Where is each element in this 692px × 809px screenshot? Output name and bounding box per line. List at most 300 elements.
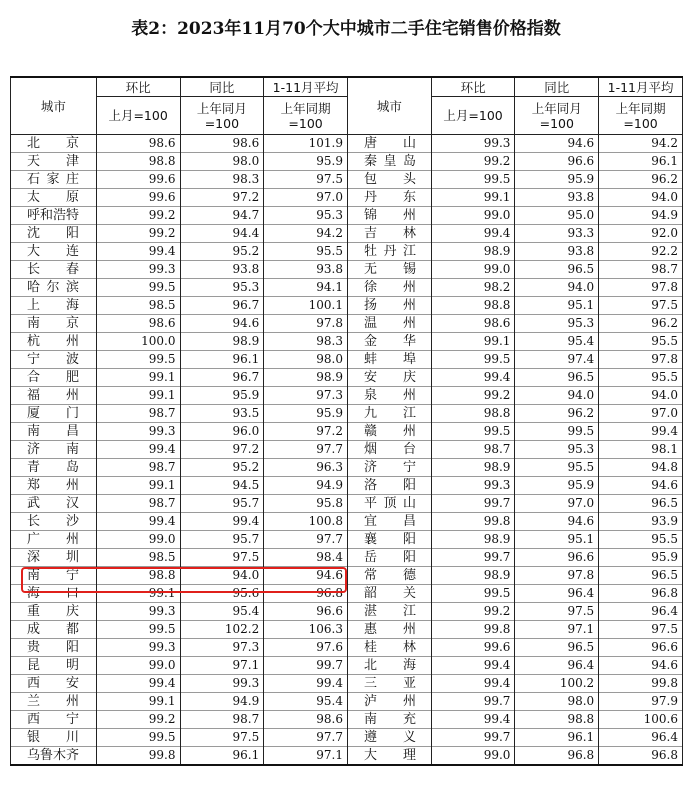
city-label: 大 理 [363, 748, 416, 763]
city-name-right [347, 405, 431, 423]
city-name-left [11, 189, 97, 207]
yoy-value-right: 94.0 [515, 279, 599, 297]
city-label: 宁 波 [27, 352, 79, 367]
mom-value-left: 99.1 [96, 477, 180, 495]
city-label: 昆 明 [27, 658, 79, 673]
city-label: 韶 关 [363, 586, 416, 601]
city-name-left [11, 405, 97, 423]
city-label: 襄 阳 [363, 532, 416, 547]
yoy-value-right: 95.0 [515, 207, 599, 225]
mom-value-right: 99.3 [431, 477, 515, 495]
mom-value-left: 99.5 [96, 351, 180, 369]
table-row [11, 585, 683, 603]
city-label: 西 宁 [27, 712, 79, 727]
mom-value-left: 99.5 [96, 279, 180, 297]
yoy-value-left: 99.4 [180, 513, 264, 531]
mom-value-right: 99.4 [431, 369, 515, 387]
avg-value-right: 97.5 [599, 621, 683, 639]
yoy-value-left: 97.5 [180, 729, 264, 747]
city-label: 泸 州 [363, 694, 416, 709]
mom-value-left: 99.3 [96, 423, 180, 441]
city-name-right [347, 279, 431, 297]
mom-value-left: 99.4 [96, 675, 180, 693]
city-name-left [11, 495, 97, 513]
mom-value-left: 99.5 [96, 729, 180, 747]
avg-value-right: 94.2 [599, 135, 683, 153]
mom-value-right: 99.0 [431, 261, 515, 279]
yoy-value-right: 96.6 [515, 153, 599, 171]
city-name-left [11, 279, 97, 297]
city-name-left [11, 387, 97, 405]
city-name-right [347, 693, 431, 711]
city-name-left [11, 513, 97, 531]
yoy-value-left: 95.7 [180, 531, 264, 549]
mom-value-left: 99.2 [96, 225, 180, 243]
mom-value-right: 99.4 [431, 711, 515, 729]
mom-value-right: 98.6 [431, 315, 515, 333]
mom-value-right: 99.7 [431, 495, 515, 513]
header-mom-base-right: 上月=100 [431, 97, 515, 135]
city-name-left [11, 549, 97, 567]
price-index-table-wrapper [10, 76, 683, 766]
city-label: 沈 阳 [27, 226, 79, 241]
avg-value-left: 95.3 [264, 207, 348, 225]
city-label: 贵 阳 [27, 640, 79, 655]
avg-value-right: 97.5 [599, 297, 683, 315]
city-label: 南 宁 [27, 568, 79, 583]
city-label: 温 州 [363, 316, 416, 331]
avg-value-left: 95.5 [264, 243, 348, 261]
city-label: 呼 和 浩 特 [27, 208, 80, 223]
mom-value-left: 98.7 [96, 459, 180, 477]
yoy-value-left: 94.4 [180, 225, 264, 243]
yoy-value-right: 97.0 [515, 495, 599, 513]
table-row [11, 441, 683, 459]
table-row [11, 693, 683, 711]
city-name-left [11, 531, 97, 549]
city-name-left [11, 243, 97, 261]
yoy-value-right: 96.4 [515, 585, 599, 603]
yoy-value-left: 97.1 [180, 657, 264, 675]
mom-value-right: 98.9 [431, 459, 515, 477]
mom-value-left: 99.1 [96, 387, 180, 405]
table-row [11, 747, 683, 766]
city-label: 牡 丹 江 [363, 244, 416, 259]
city-name-right [347, 603, 431, 621]
mom-value-right: 98.9 [431, 243, 515, 261]
city-name-left [11, 639, 97, 657]
mom-value-left: 98.7 [96, 405, 180, 423]
mom-value-left: 99.4 [96, 243, 180, 261]
city-label: 大 连 [27, 244, 79, 259]
yoy-value-left: 94.7 [180, 207, 264, 225]
city-label: 秦 皇 岛 [363, 154, 416, 169]
city-label: 桂 林 [363, 640, 416, 655]
city-label: 福 州 [27, 388, 79, 403]
table-row [11, 477, 683, 495]
mom-value-right: 99.0 [431, 207, 515, 225]
yoy-value-left: 95.7 [180, 495, 264, 513]
city-label: 南 昌 [27, 424, 79, 439]
yoy-value-right: 94.6 [515, 135, 599, 153]
table-row [11, 135, 683, 153]
yoy-value-left: 98.3 [180, 171, 264, 189]
city-name-right [347, 657, 431, 675]
city-name-right [347, 387, 431, 405]
mom-value-right: 99.2 [431, 603, 515, 621]
yoy-value-right: 96.1 [515, 729, 599, 747]
avg-value-left: 95.8 [264, 495, 348, 513]
header-city-left: 城市 [11, 77, 97, 135]
city-label: 南 京 [27, 316, 79, 331]
table-row [11, 387, 683, 405]
city-name-left [11, 369, 97, 387]
avg-value-right: 95.5 [599, 369, 683, 387]
yoy-value-left: 98.7 [180, 711, 264, 729]
city-name-right [347, 513, 431, 531]
header-avg-base-right: 上年同期=100 [599, 97, 683, 135]
avg-value-left: 106.3 [264, 621, 348, 639]
mom-value-left: 99.3 [96, 603, 180, 621]
mom-value-right: 99.7 [431, 729, 515, 747]
city-label: 宜 昌 [363, 514, 416, 529]
avg-value-left: 96.6 [264, 603, 348, 621]
city-label: 锦 州 [363, 208, 416, 223]
city-name-right [347, 711, 431, 729]
city-label: 成 都 [27, 622, 79, 637]
city-label: 泉 州 [363, 388, 416, 403]
city-name-right [347, 171, 431, 189]
header-avg-base-left: 上年同期=100 [264, 97, 348, 135]
avg-value-right: 95.5 [599, 531, 683, 549]
header-yoy-base-right: 上年同月=100 [515, 97, 599, 135]
mom-value-right: 98.9 [431, 531, 515, 549]
city-name-left [11, 153, 97, 171]
yoy-value-right: 98.8 [515, 711, 599, 729]
city-name-right [347, 423, 431, 441]
avg-value-right: 94.9 [599, 207, 683, 225]
header-mom-right: 环比 [431, 77, 515, 97]
city-label: 武 汉 [27, 496, 79, 511]
mom-value-left: 99.6 [96, 189, 180, 207]
yoy-value-right: 97.8 [515, 567, 599, 585]
avg-value-left: 94.6 [264, 567, 348, 585]
city-label: 重 庆 [27, 604, 79, 619]
avg-value-right: 100.6 [599, 711, 683, 729]
mom-value-right: 99.1 [431, 189, 515, 207]
mom-value-right: 98.8 [431, 297, 515, 315]
table-row [11, 729, 683, 747]
city-label: 洛 阳 [363, 478, 416, 493]
yoy-value-left: 97.2 [180, 441, 264, 459]
table-row [11, 657, 683, 675]
header-avg-right: 1-11月平均 [599, 77, 683, 97]
city-label: 石 家 庄 [27, 172, 79, 187]
yoy-value-right: 96.5 [515, 369, 599, 387]
avg-value-right: 96.1 [599, 153, 683, 171]
yoy-value-right: 95.5 [515, 459, 599, 477]
city-name-right [347, 621, 431, 639]
yoy-value-left: 96.1 [180, 351, 264, 369]
avg-value-right: 95.9 [599, 549, 683, 567]
mom-value-right: 99.4 [431, 675, 515, 693]
table-row [11, 261, 683, 279]
table-row [11, 603, 683, 621]
mom-value-left: 98.7 [96, 495, 180, 513]
city-label: 乌 鲁 木 齐 [27, 748, 80, 763]
mom-value-left: 98.6 [96, 135, 180, 153]
header-yoy-right: 同比 [515, 77, 599, 97]
avg-value-right: 94.0 [599, 189, 683, 207]
yoy-value-right: 95.3 [515, 315, 599, 333]
table-row [11, 405, 683, 423]
yoy-value-left: 98.6 [180, 135, 264, 153]
avg-value-left: 98.3 [264, 333, 348, 351]
mom-value-left: 99.4 [96, 441, 180, 459]
city-label: 广 州 [27, 532, 79, 547]
yoy-value-right: 98.0 [515, 693, 599, 711]
table-row [11, 639, 683, 657]
avg-value-right: 99.4 [599, 423, 683, 441]
yoy-value-right: 100.2 [515, 675, 599, 693]
city-label: 三 亚 [363, 676, 416, 691]
table-row [11, 567, 683, 585]
table-row [11, 495, 683, 513]
price-index-table [10, 76, 683, 766]
city-label: 合 肥 [27, 370, 79, 385]
city-label: 遵 义 [363, 730, 416, 745]
city-label: 惠 州 [363, 622, 416, 637]
table-row [11, 243, 683, 261]
avg-value-left: 97.2 [264, 423, 348, 441]
yoy-value-right: 96.8 [515, 747, 599, 766]
city-name-left [11, 171, 97, 189]
avg-value-right: 96.4 [599, 729, 683, 747]
table-row [11, 513, 683, 531]
mom-value-left: 99.8 [96, 747, 180, 766]
city-label: 青 岛 [27, 460, 79, 475]
city-label: 上 海 [27, 298, 79, 313]
yoy-value-left: 97.5 [180, 549, 264, 567]
city-name-left [11, 315, 97, 333]
avg-value-left: 96.8 [264, 585, 348, 603]
city-label: 吉 林 [363, 226, 416, 241]
mom-value-right: 99.5 [431, 351, 515, 369]
city-label: 长 沙 [27, 514, 79, 529]
header-city-right: 城市 [347, 77, 431, 135]
city-label: 金 华 [363, 334, 416, 349]
city-name-left [11, 459, 97, 477]
table-row [11, 531, 683, 549]
city-name-left [11, 729, 97, 747]
city-label: 长 春 [27, 262, 79, 277]
yoy-value-left: 94.5 [180, 477, 264, 495]
mom-value-left: 98.5 [96, 297, 180, 315]
avg-value-right: 96.2 [599, 171, 683, 189]
avg-value-right: 96.8 [599, 747, 683, 766]
avg-value-right: 97.8 [599, 279, 683, 297]
yoy-value-right: 94.6 [515, 513, 599, 531]
city-label: 赣 州 [363, 424, 416, 439]
yoy-value-right: 93.3 [515, 225, 599, 243]
yoy-value-left: 95.6 [180, 585, 264, 603]
city-label: 杭 州 [27, 334, 79, 349]
city-label: 安 庆 [363, 370, 416, 385]
city-label: 常 德 [363, 568, 416, 583]
avg-value-left: 98.9 [264, 369, 348, 387]
mom-value-left: 98.5 [96, 549, 180, 567]
city-label: 兰 州 [27, 694, 79, 709]
city-label: 唐 山 [363, 136, 416, 151]
city-label: 平 顶 山 [363, 496, 416, 511]
yoy-value-right: 95.1 [515, 531, 599, 549]
mom-value-right: 98.7 [431, 441, 515, 459]
mom-value-left: 98.8 [96, 567, 180, 585]
yoy-value-right: 95.3 [515, 441, 599, 459]
yoy-value-right: 96.6 [515, 549, 599, 567]
mom-value-right: 98.2 [431, 279, 515, 297]
mom-value-left: 99.1 [96, 369, 180, 387]
yoy-value-right: 96.5 [515, 639, 599, 657]
city-name-right [347, 351, 431, 369]
avg-value-left: 98.4 [264, 549, 348, 567]
city-name-left [11, 207, 97, 225]
avg-value-right: 96.8 [599, 585, 683, 603]
yoy-value-left: 95.2 [180, 243, 264, 261]
city-label: 北 京 [27, 136, 79, 151]
city-name-right [347, 297, 431, 315]
avg-value-left: 94.9 [264, 477, 348, 495]
yoy-value-right: 96.2 [515, 405, 599, 423]
table-row [11, 315, 683, 333]
table-row [11, 207, 683, 225]
yoy-value-left: 94.9 [180, 693, 264, 711]
avg-value-left: 97.1 [264, 747, 348, 766]
city-label: 济 南 [27, 442, 79, 457]
avg-value-left: 100.8 [264, 513, 348, 531]
city-name-right [347, 441, 431, 459]
table-body [11, 135, 683, 766]
city-label: 济 宁 [363, 460, 416, 475]
mom-value-left: 99.3 [96, 261, 180, 279]
city-label: 丹 东 [363, 190, 416, 205]
yoy-value-left: 97.2 [180, 189, 264, 207]
mom-value-left: 99.1 [96, 693, 180, 711]
avg-value-left: 97.7 [264, 531, 348, 549]
mom-value-left: 98.8 [96, 153, 180, 171]
mom-value-right: 99.4 [431, 225, 515, 243]
city-label: 包 头 [363, 172, 416, 187]
yoy-value-right: 96.5 [515, 261, 599, 279]
city-name-right [347, 639, 431, 657]
yoy-value-left: 95.2 [180, 459, 264, 477]
avg-value-left: 97.3 [264, 387, 348, 405]
table-row [11, 189, 683, 207]
city-name-left [11, 621, 97, 639]
city-name-right [347, 675, 431, 693]
city-label: 扬 州 [363, 298, 416, 313]
table-row [11, 171, 683, 189]
yoy-value-right: 93.8 [515, 189, 599, 207]
avg-value-right: 98.7 [599, 261, 683, 279]
mom-value-left: 100.0 [96, 333, 180, 351]
city-name-right [347, 243, 431, 261]
table-row [11, 711, 683, 729]
city-name-right [347, 585, 431, 603]
yoy-value-right: 95.9 [515, 477, 599, 495]
city-name-right [347, 225, 431, 243]
city-label: 蚌 埠 [363, 352, 416, 367]
yoy-value-right: 97.5 [515, 603, 599, 621]
city-name-left [11, 441, 97, 459]
avg-value-left: 97.5 [264, 171, 348, 189]
avg-value-right: 97.8 [599, 351, 683, 369]
yoy-value-left: 95.4 [180, 603, 264, 621]
yoy-value-right: 96.4 [515, 657, 599, 675]
avg-value-left: 99.7 [264, 657, 348, 675]
mom-value-left: 99.5 [96, 621, 180, 639]
city-label: 岳 阳 [363, 550, 416, 565]
avg-value-right: 94.8 [599, 459, 683, 477]
table-row [11, 333, 683, 351]
mom-value-left: 98.6 [96, 315, 180, 333]
table-row [11, 423, 683, 441]
avg-value-left: 95.9 [264, 153, 348, 171]
city-name-left [11, 261, 97, 279]
yoy-value-right: 95.4 [515, 333, 599, 351]
city-label: 徐 州 [363, 280, 416, 295]
city-name-left [11, 333, 97, 351]
table-title: 表2：2023年11月70个大中城市二手住宅销售价格指数 [131, 19, 561, 39]
avg-value-left: 101.9 [264, 135, 348, 153]
avg-value-right: 96.4 [599, 603, 683, 621]
yoy-value-left: 94.6 [180, 315, 264, 333]
city-label: 南 充 [363, 712, 416, 727]
mom-value-right: 99.2 [431, 153, 515, 171]
yoy-value-left: 98.0 [180, 153, 264, 171]
avg-value-left: 95.9 [264, 405, 348, 423]
city-label: 深 圳 [27, 550, 79, 565]
yoy-value-left: 99.3 [180, 675, 264, 693]
avg-value-right: 96.5 [599, 567, 683, 585]
yoy-value-right: 95.9 [515, 171, 599, 189]
city-name-left [11, 225, 97, 243]
city-name-right [347, 747, 431, 766]
table-row [11, 297, 683, 315]
city-label: 哈 尔 滨 [27, 280, 79, 295]
avg-value-right: 94.0 [599, 387, 683, 405]
avg-value-left: 97.6 [264, 639, 348, 657]
avg-value-right: 96.6 [599, 639, 683, 657]
table-row [11, 279, 683, 297]
mom-value-left: 99.4 [96, 513, 180, 531]
mom-value-right: 99.5 [431, 171, 515, 189]
city-name-right [347, 495, 431, 513]
yoy-value-left: 96.7 [180, 369, 264, 387]
table-row [11, 621, 683, 639]
yoy-value-right: 97.1 [515, 621, 599, 639]
city-name-left [11, 567, 97, 585]
yoy-value-right: 99.5 [515, 423, 599, 441]
yoy-value-left: 93.5 [180, 405, 264, 423]
avg-value-left: 95.4 [264, 693, 348, 711]
city-name-left [11, 477, 97, 495]
yoy-value-right: 97.4 [515, 351, 599, 369]
city-label: 烟 台 [363, 442, 416, 457]
yoy-value-left: 94.0 [180, 567, 264, 585]
yoy-value-left: 98.9 [180, 333, 264, 351]
yoy-value-right: 94.0 [515, 387, 599, 405]
